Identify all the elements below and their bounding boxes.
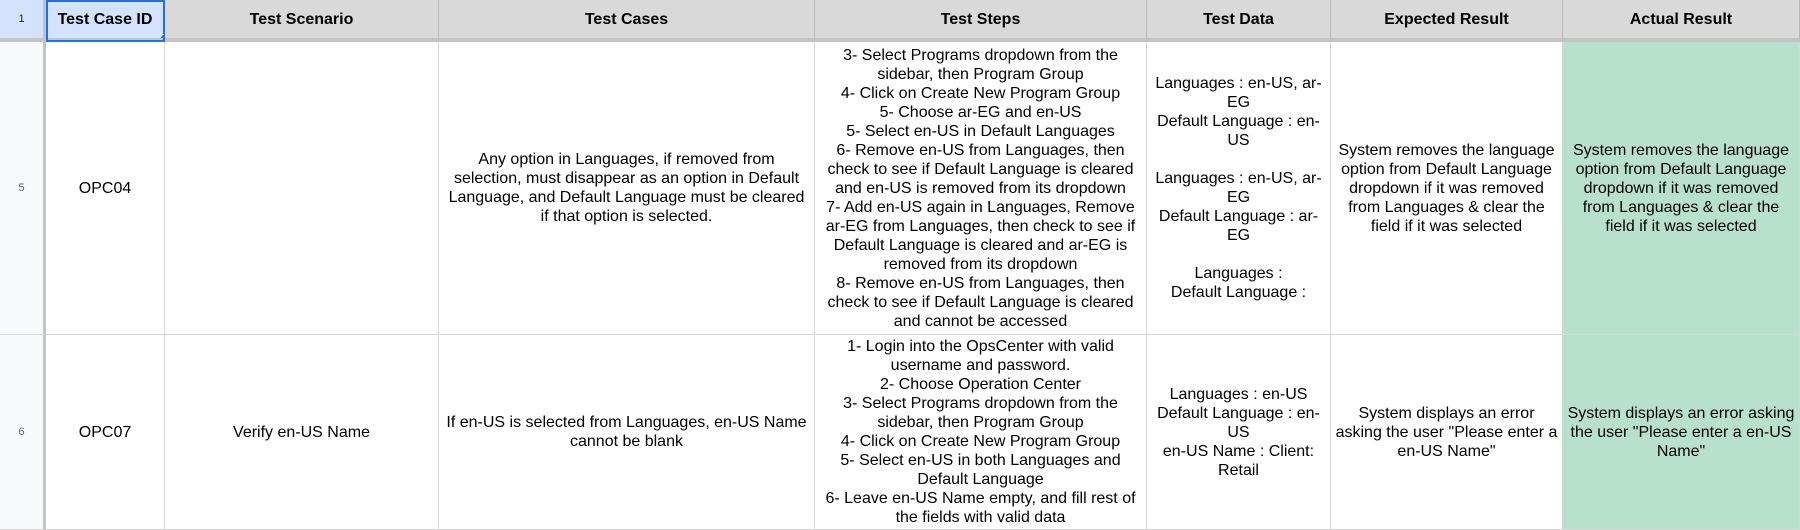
cell-expected-result[interactable]: System displays an error asking the user "Please enter a en-US Name" [1331,335,1563,530]
cell-test-data[interactable]: Languages : en-US Default Language : en-US en-US Name : Client: Retail [1147,335,1331,530]
cell-test-cases[interactable]: Any option in Languages, if removed from selection, must disappear as an option in Default Language, and Default Language must be cleared if that option is selected. [439,42,815,335]
header-cell-test-case-id[interactable] [46,0,165,42]
cell-test-cases[interactable]: If en-US is selected from Languages, en-US Name cannot be blank [439,335,815,530]
header-cell-test-scenario[interactable]: Test Scenario [165,0,439,42]
cell-expected-result[interactable]: System removes the language option from Default Language dropdown if it was removed from Languages & clear the field if it was selected [1331,42,1563,335]
cell-actual-result[interactable]: System removes the language option from Default Language dropdown if it was removed from Languages & clear the field if it was selected [1563,42,1800,335]
header-cell-test-cases[interactable]: Test Cases [439,0,815,42]
row-header-1[interactable]: 1 [0,0,46,42]
selection-fill-handle[interactable] [160,34,165,42]
cell-test-case-id[interactable]: OPC07 [46,335,165,530]
cell-test-scenario[interactable] [165,42,439,335]
header-cell-actual-result[interactable]: Actual Result [1563,0,1800,42]
header-cell-test-steps[interactable]: Test Steps [815,0,1147,42]
header-label: Test Case ID [57,10,153,28]
row-header-5[interactable]: 5 [0,42,46,335]
header-cell-expected-result[interactable]: Expected Result [1331,0,1563,42]
cell-test-case-id[interactable]: OPC04 [46,42,165,335]
cell-test-steps[interactable]: 1- Login into the OpsCenter with valid username and password. 2- Choose Operation Center 3- Select Programs dropdown from the sidebar, then Program Group 4- Click on Create New Program Group 5- Select en-US in both Languages and Default Language 6- Leave en-US Name empty, and fill rest of the fields with valid data [815,335,1147,530]
header-cell-test-data[interactable]: Test Data [1147,0,1331,42]
cell-actual-result[interactable]: System displays an error asking the user "Please enter a en-US Name" [1563,335,1800,530]
cell-test-data[interactable]: Languages : en-US, ar-EG Default Language : en-US Languages : en-US, ar-EG Default Language : ar-EG Languages : Default Language : [1147,42,1331,335]
cell-test-steps[interactable]: 3- Select Programs dropdown from the sidebar, then Program Group 4- Click on Create New Program Group 5- Choose ar-EG and en-US 5- Select en-US in Default Languages 6- Remove en-US from Languages, then check to see if Default Language is cleared and en-US is removed from its dropdown 7- Add en-US again in Languages, Remove ar-EG from Languages, then check to see if Default Language is cleared and ar-EG is removed from its dropdown 8- Remove en-US from Languages, then check to see if Default Language is cleared and cannot be accessed [815,42,1147,335]
cell-test-scenario[interactable]: Verify en-US Name [165,335,439,530]
row-header-6[interactable]: 6 [0,335,46,530]
